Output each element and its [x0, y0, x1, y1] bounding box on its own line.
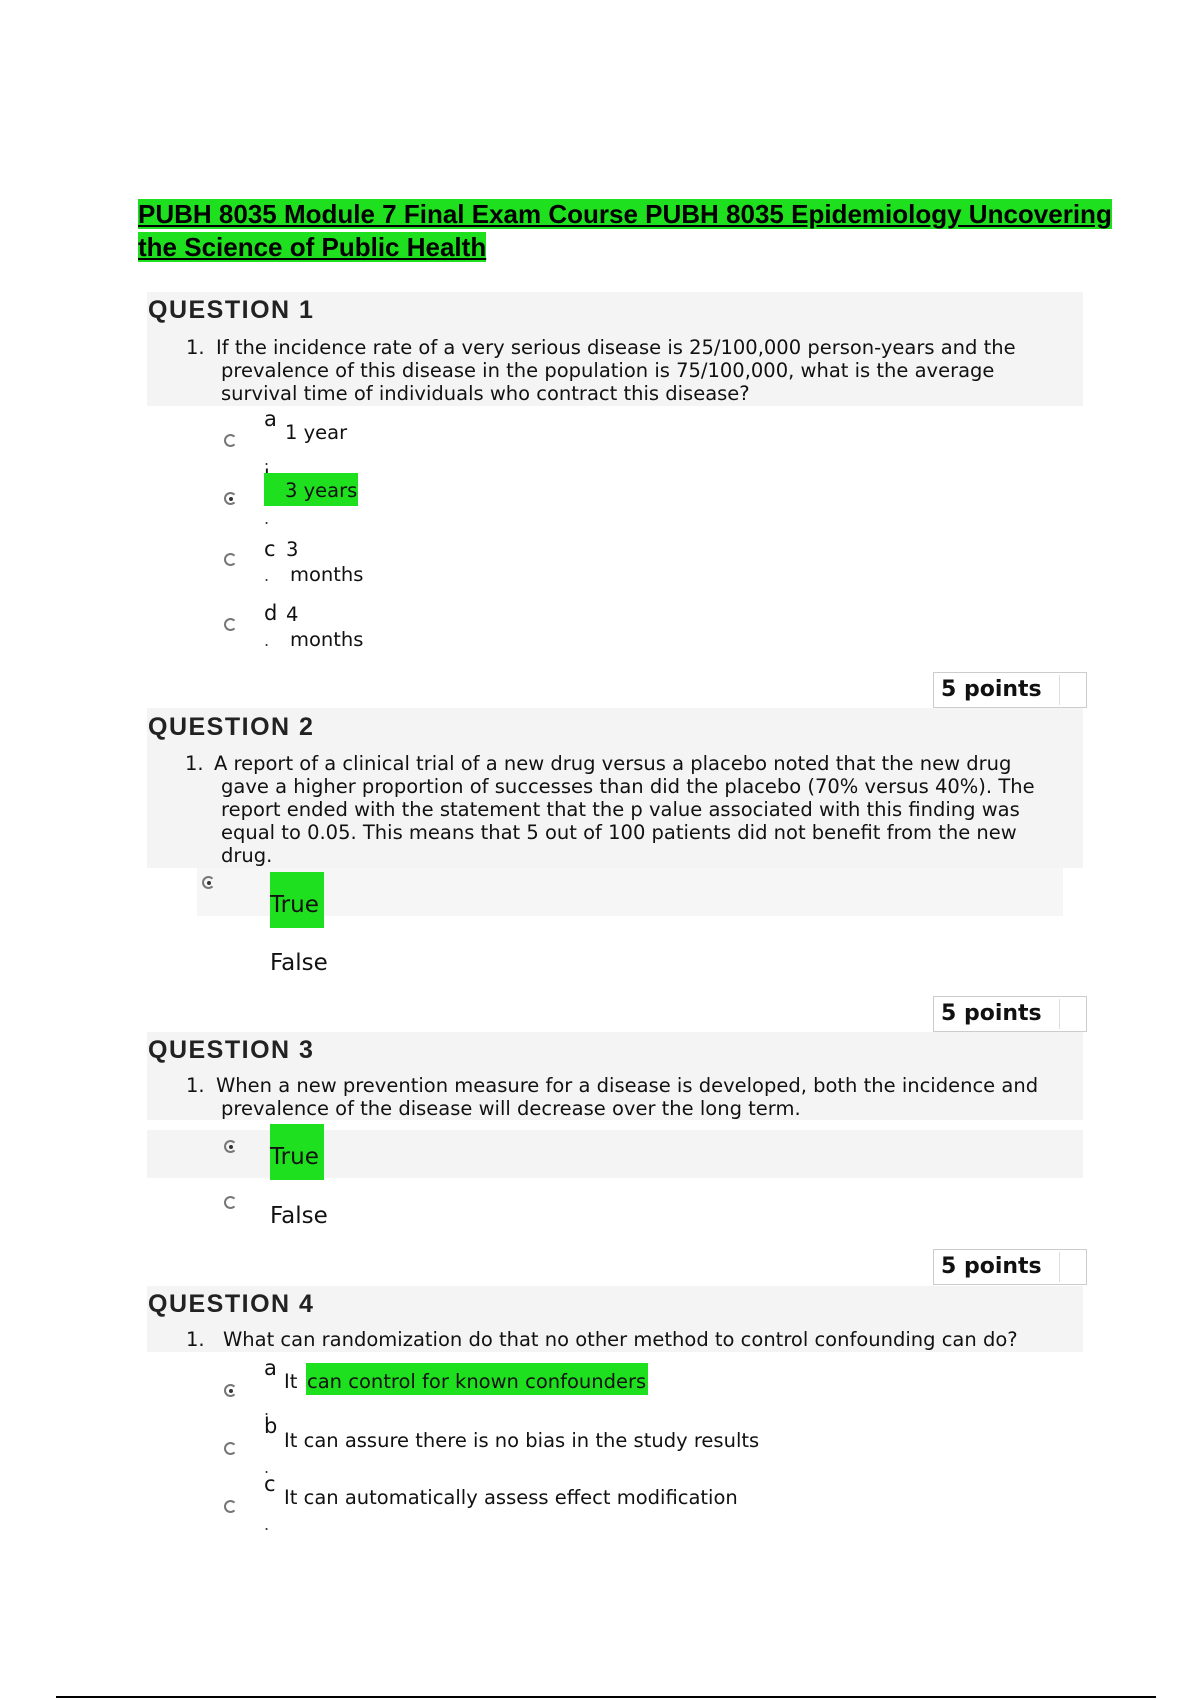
question-2-true-row — [197, 868, 1063, 916]
question-1-line-3: survival time of individuals who contract this disease? — [221, 382, 750, 405]
question-4-option-a-prefix[interactable]: It — [284, 1370, 298, 1393]
question-4-option-a-radio[interactable] — [224, 1384, 237, 1397]
question-4-heading: QUESTION 4 — [148, 1290, 315, 1318]
question-3-line-1: When a new prevention measure for a disease is developed, both the incidence and — [216, 1074, 1039, 1097]
question-1-option-a-radio[interactable] — [224, 434, 237, 447]
question-4-option-b-text[interactable]: It can assure there is no bias in the study results — [284, 1429, 760, 1452]
question-4-option-a-dot: . — [264, 1400, 270, 1419]
question-2-line-3: report ended with the statement that the p value associated with this finding was — [221, 798, 1020, 821]
question-1-option-c-radio[interactable] — [224, 553, 237, 566]
question-3-text — [186, 1074, 1086, 1120]
question-3-line-2: prevalence of the disease will decrease over the long term. — [221, 1097, 801, 1120]
question-2-points: 5 points — [933, 996, 1087, 1032]
question-1-option-a-dot: . — [264, 450, 270, 469]
question-4-option-a-text[interactable]: can control for known confounders — [306, 1363, 648, 1395]
question-1-points: 5 points — [933, 672, 1087, 708]
question-4-option-b-letter: b — [264, 1414, 278, 1438]
question-3-false-radio[interactable] — [224, 1196, 237, 1209]
question-3-points: 5 points — [933, 1249, 1087, 1285]
question-2-true-option[interactable]: True — [270, 872, 324, 928]
question-3-number: 1. — [186, 1074, 205, 1097]
question-1-line-1: If the incidence rate of a very serious disease is 25/100,000 person-years and the — [216, 336, 1016, 359]
question-2-line-2: gave a higher proportion of successes than did the placebo (70% versus 40%). The — [221, 775, 1035, 798]
question-3-false-option[interactable]: False — [270, 1203, 328, 1229]
question-1-line-2: prevalence of this disease in the population is 75/100,000, what is the average — [221, 359, 995, 382]
question-1-option-c-number[interactable]: 3 — [286, 538, 299, 561]
question-1-option-d-unit[interactable]: months — [290, 628, 364, 651]
question-4-option-c-dot: . — [264, 1515, 270, 1534]
title-line-2: the Science of Public Health — [138, 232, 487, 262]
question-1-option-b-dot: . — [264, 509, 270, 528]
question-4-option-c-radio[interactable] — [224, 1500, 237, 1513]
question-4-option-a-letter: a — [264, 1356, 277, 1380]
question-1-option-d-dot: . — [264, 631, 270, 650]
question-3-heading: QUESTION 3 — [148, 1036, 315, 1064]
question-4-line-1: What can randomization do that no other method to control confounding can do? — [223, 1328, 1018, 1351]
question-2-line-4: equal to 0.05. This means that 5 out of 100 patients did not benefit from the new — [221, 821, 1017, 844]
question-2-true-radio[interactable] — [202, 876, 215, 889]
question-2-text — [185, 752, 1084, 867]
question-4-number: 1. — [186, 1328, 205, 1351]
question-2-heading: QUESTION 2 — [148, 713, 315, 741]
question-3-true-radio[interactable] — [224, 1140, 237, 1153]
question-1-option-c-unit[interactable]: months — [290, 563, 364, 586]
question-3-true-option[interactable]: True — [270, 1124, 324, 1180]
question-2-line-5: drug. — [221, 844, 273, 867]
question-4-option-c-letter: c — [264, 1472, 276, 1496]
question-2-line-1: A report of a clinical trial of a new drug versus a placebo noted that the new drug — [214, 752, 1012, 775]
question-1-option-c-dot: . — [264, 566, 270, 585]
question-2-number: 1. — [185, 752, 204, 775]
question-1-text — [186, 336, 1076, 405]
question-1-option-c-letter: c — [264, 537, 276, 561]
question-1-option-b-radio[interactable] — [224, 492, 237, 505]
question-4-text — [186, 1328, 1083, 1351]
question-1-heading: QUESTION 1 — [148, 296, 315, 324]
question-4-option-c-text[interactable]: It can automatically assess effect modification — [284, 1486, 738, 1509]
question-4-option-b-dot: . — [264, 1458, 270, 1477]
page-bottom-rule — [56, 1696, 1156, 1698]
question-1-option-d-number[interactable]: 4 — [286, 603, 299, 626]
question-1-option-b-text[interactable]: 3 years — [264, 473, 358, 506]
title-line-1: PUBH 8035 Module 7 Final Exam Course PUBH 8035 Epidemiology Uncovering — [138, 199, 1112, 229]
question-1-number: 1. — [186, 336, 205, 359]
document-title — [138, 198, 1194, 264]
question-1-option-a-text[interactable]: 1 year — [285, 421, 348, 444]
question-4-option-b-radio[interactable] — [224, 1442, 237, 1455]
question-1-option-d-letter: d — [264, 601, 278, 625]
question-2-false-option[interactable]: False — [270, 950, 328, 976]
question-1-option-d-radio[interactable] — [224, 618, 237, 631]
question-1-option-a-letter: a — [264, 407, 277, 431]
